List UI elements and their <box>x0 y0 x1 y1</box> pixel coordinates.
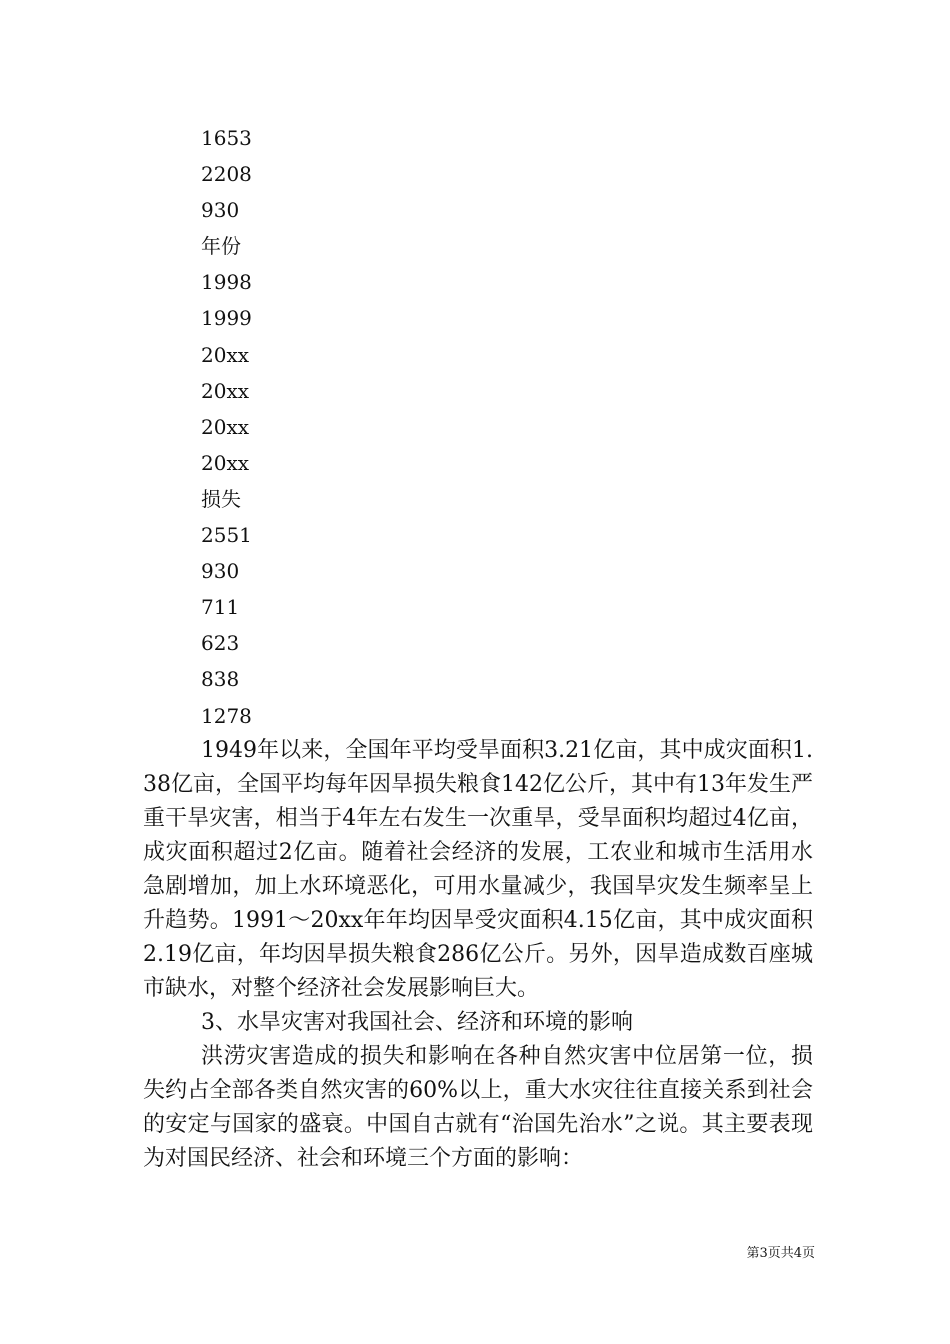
list-item: 20xx <box>201 450 250 475</box>
list-item: 20xx <box>201 414 250 439</box>
page-number: 第3页共4页 <box>746 1246 815 1261</box>
section-heading: 3、水旱灾害对我国社会、经济和环境的影响 <box>201 1010 633 1035</box>
list-item: 623 <box>201 631 240 656</box>
paragraph-flood-impact: 洪涝灾害造成的损失和影响在各种自然灾害中位居第一位，损失约占全部各类自然灾害的60%以上，重大水灾往往直接关系到社会的安定与国家的盛衰。中国自古就有“治国先治水”之说。其主要表现为对国民经济、社会和环境三个方面的影响： <box>143 1044 813 1171</box>
list-item: 1278 <box>201 703 252 728</box>
list-item: 2208 <box>201 162 252 187</box>
list-item: 20xx <box>201 378 250 403</box>
list-item: 1999 <box>201 306 252 331</box>
list-item: 年份 <box>201 234 241 259</box>
list-item: 损失 <box>201 486 241 511</box>
list-item: 20xx <box>201 342 250 367</box>
paragraph-drought-statistics: 1949年以来，全国年平均受旱面积3.21亿亩，其中成灾面积1.38亿亩，全国平均每年因旱损失粮食142亿公斤，其中有13年发生严重干旱灾害，相当于4年左右发生一次重旱，受旱面积均超过4亿亩，成灾面积超过2亿亩。随着社会经济的发展，工农业和城市生活用水急剧增加，加上水环境恶化，可用水量减少，我国旱灾发生频率呈上升趋势。1991～20xx年年均因旱受灾面积4.15亿亩，其中成灾面积2.19亿亩，年均因旱损失粮食286亿公斤。另外，因旱造成数百座城市缺水，对整个经济社会发展影响巨大。 <box>143 738 813 1001</box>
list-item: 930 <box>201 559 240 584</box>
list-item: 930 <box>201 198 240 223</box>
list-item: 838 <box>201 667 240 692</box>
table-fragment-list <box>201 120 252 734</box>
list-item: 711 <box>201 595 240 620</box>
list-item: 1653 <box>201 126 252 150</box>
list-item: 2551 <box>201 523 252 548</box>
list-item: 1998 <box>201 270 252 295</box>
body-text <box>143 734 813 1176</box>
